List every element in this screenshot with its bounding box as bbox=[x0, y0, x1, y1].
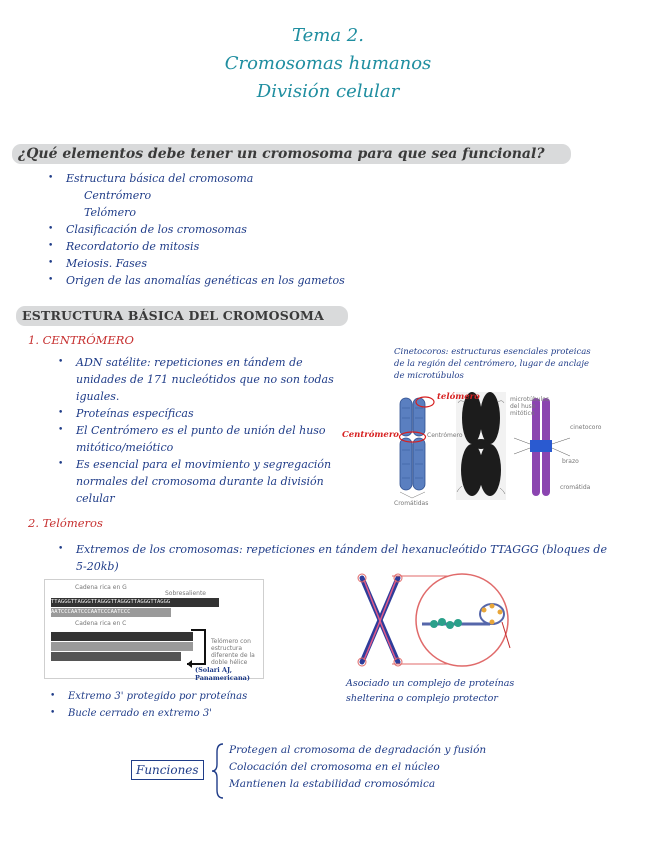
funciones-box: Funciones bbox=[131, 760, 204, 780]
sequence-strand-top: TTAGGGTTAGGGTTAGGGTTAGGGTTAGGGTTAGGG bbox=[51, 598, 219, 607]
section-heading: ESTRUCTURA BÁSICA DEL CROMOSOMA bbox=[16, 306, 348, 326]
telomere-sequence-figure bbox=[44, 579, 264, 682]
title-line-2: Cromosomas humanos bbox=[224, 53, 432, 74]
funcion-item: Mantienen la estabilidad cromosómica bbox=[229, 778, 436, 790]
index-subitem: Telómero bbox=[84, 206, 136, 219]
brace-icon bbox=[211, 742, 225, 800]
centromero-bullet: • Proteínas específicas bbox=[58, 405, 354, 422]
loop-arrow-icon bbox=[185, 628, 209, 668]
index-list bbox=[48, 170, 608, 289]
shelterina-note: Asociado un complejo de proteínas shelterina o complejo protector bbox=[346, 678, 515, 704]
telomere-loop-illustration bbox=[352, 570, 530, 670]
telomeros-heading: 2. Telómeros bbox=[28, 516, 103, 530]
label-brazo: brazo bbox=[562, 458, 579, 465]
centromero-bullet: • ADN satélite: repeticiones en tándem de unidades de 171 nucleótidos que no son todas iguales. bbox=[58, 354, 354, 405]
telomeros-bullet: • Extremos de los cromosomas: repeticiones en tándem del hexanucleótido TTAGGG (bloques de 5-20kb) bbox=[58, 541, 608, 575]
loop-strand-3 bbox=[51, 652, 181, 661]
centromero-bullet: • Es esencial para el movimiento y segregación normales del cromosoma durante la división celular bbox=[58, 456, 354, 507]
label-microtubulos: microtúbulos del huso mitótico bbox=[510, 396, 550, 417]
label-cinetocoro: cinetocoro bbox=[570, 424, 602, 431]
label-cadena-c: Cadena rica en C bbox=[75, 620, 127, 627]
index-item: • Meiosis. Fases bbox=[48, 255, 608, 272]
funcion-item: Protegen al cromosoma de degradación y fusión bbox=[229, 744, 487, 756]
centromere-figure bbox=[394, 388, 602, 508]
label-cromatida: cromátida bbox=[560, 484, 591, 491]
index-item: • Origen de las anomalías genéticas en los gametos bbox=[48, 272, 608, 289]
telomeros-bullet: • Bucle cerrado en extremo 3' bbox=[50, 705, 320, 722]
title-line-1: Tema 2. bbox=[292, 25, 364, 46]
label-cadena-g: Cadena rica en G bbox=[75, 584, 127, 591]
centromero-label: Centrómero bbox=[342, 430, 399, 440]
sequence-strand-bottom: AATCCCAATCCCAATCCCAATCCC bbox=[51, 608, 171, 617]
label-sobresaliente: Sobresaliente bbox=[165, 590, 206, 597]
funciones-list bbox=[229, 742, 549, 793]
telomeros-bullet: • Extremo 3' protegido por proteínas bbox=[50, 688, 320, 705]
title-line-3: División celular bbox=[256, 81, 400, 102]
label-centromero-small: Centrómero bbox=[427, 432, 463, 439]
telomeros-list-2 bbox=[50, 688, 320, 722]
telomero-label: telómero bbox=[437, 392, 480, 402]
loop-strand-bottom bbox=[51, 642, 193, 651]
centromero-heading: 1. CENTRÓMERO bbox=[28, 333, 134, 347]
funcion-item: Colocación del cromosoma en el núcleo bbox=[229, 761, 440, 773]
centromero-list bbox=[58, 354, 354, 507]
question-heading: ¿Qué elementos debe tener un cromosoma para que sea funcional? bbox=[12, 144, 571, 164]
cinetocoro-note: Cinetocoros: estructuras esenciales proteicas de la región del centrómero, lugar de anclaje de microtúbulos bbox=[394, 347, 591, 381]
centromero-bullet: • El Centrómero es el punto de unión del huso mitótico/meiótico bbox=[58, 422, 354, 456]
label-cromatidas: Cromátidas bbox=[394, 500, 429, 507]
index-item: • Clasificación de los cromosomas bbox=[48, 221, 608, 238]
index-item: • Estructura básica del cromosoma bbox=[48, 170, 608, 187]
figure-caption: (Solari AJ, Panamericana) bbox=[195, 666, 250, 682]
loop-strand-top bbox=[51, 632, 193, 641]
telomere-loop-figure bbox=[352, 570, 530, 670]
index-subitem: Centrómero bbox=[84, 189, 152, 202]
index-item: • Recordatorio de mitosis bbox=[48, 238, 608, 255]
label-telomero-estructura: Telómero con estructura diferente de la doble hélice bbox=[211, 638, 255, 666]
